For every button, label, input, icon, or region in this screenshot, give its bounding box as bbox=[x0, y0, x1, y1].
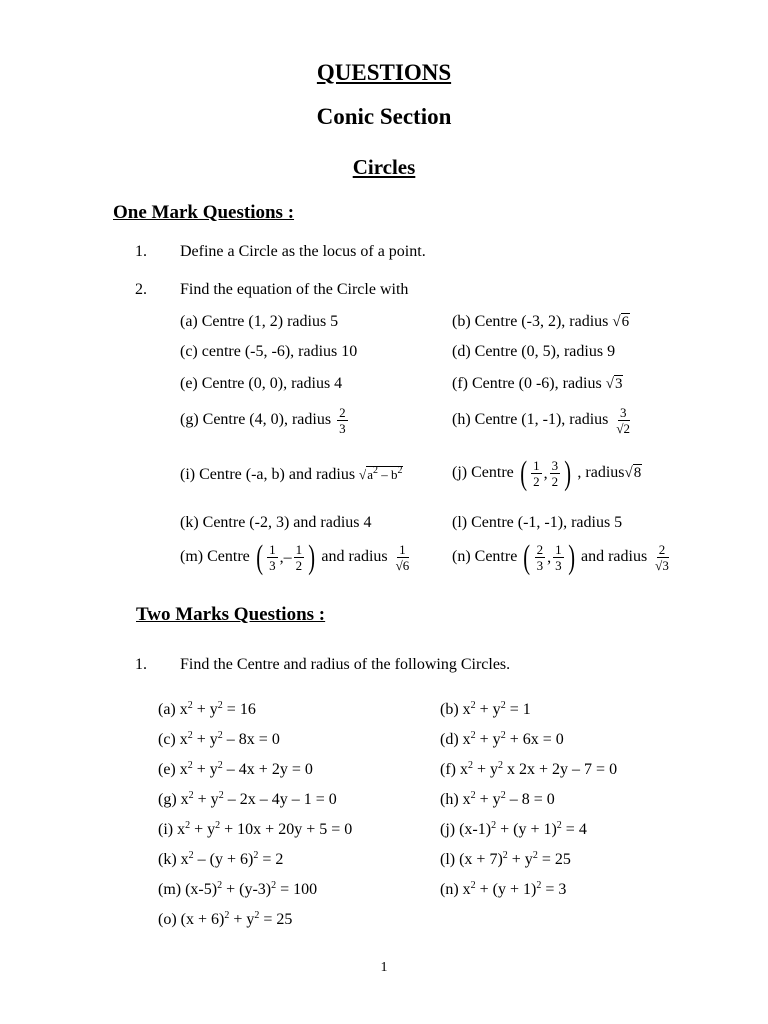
exponent: 2 bbox=[532, 850, 538, 861]
item-j-radical: √8 bbox=[624, 465, 642, 482]
equation-part: + y bbox=[475, 701, 501, 718]
eq-f bbox=[440, 761, 617, 779]
equation-part: (h) x bbox=[440, 791, 471, 808]
page-subtitle: Conic Section bbox=[316, 104, 452, 129]
item-f-radical: √3 bbox=[605, 376, 623, 392]
item-b-radical: √6 bbox=[612, 314, 630, 330]
item-l: (l) Centre (-1, -1), radius 5 bbox=[452, 514, 623, 531]
equation-part: x 2x + 2y – 7 = 0 bbox=[503, 761, 618, 778]
exponent: 2 bbox=[217, 880, 223, 891]
item-m-radius: $\frac{1}{√6}$ bbox=[395, 542, 410, 573]
equation-part: + 6x = 0 bbox=[505, 731, 564, 748]
equation-part: = 25 bbox=[259, 911, 293, 928]
item-j bbox=[452, 454, 642, 492]
equation-part: – 8x = 0 bbox=[222, 731, 280, 748]
page-title bbox=[0, 60, 768, 86]
equation-part: – 2x – 4y – 1 = 0 bbox=[223, 791, 337, 808]
equation-part: + y bbox=[190, 821, 216, 838]
equation-part: + (y + 1) bbox=[475, 881, 537, 898]
equation-part: (l) (x + 7) bbox=[440, 851, 503, 868]
page-number: 1 bbox=[380, 960, 388, 975]
eq-c bbox=[158, 731, 280, 749]
item-b bbox=[452, 313, 630, 331]
equation-part: = 3 bbox=[541, 881, 567, 898]
equation-part: (e) x bbox=[158, 761, 188, 778]
item-h-text: (h) Centre (1, -1), radius bbox=[452, 411, 609, 429]
exponent: 2 bbox=[217, 700, 223, 711]
item-j-text: (j) Centre bbox=[452, 464, 514, 482]
item-n-text: (n) Centre bbox=[452, 548, 518, 566]
exponent: 2 bbox=[500, 700, 506, 711]
title-text: QUESTIONS bbox=[316, 60, 452, 85]
exponent: 2 bbox=[187, 730, 193, 741]
q1-text: Define a Circle as the locus of a point. bbox=[180, 243, 426, 260]
exponent: 2 bbox=[470, 730, 476, 741]
equation-part: + y bbox=[229, 911, 255, 928]
exponent: 2 bbox=[187, 700, 193, 711]
eq-k bbox=[158, 851, 283, 869]
equation-part: = 100 bbox=[276, 881, 318, 898]
exponent: 2 bbox=[467, 760, 473, 771]
exponent: 2 bbox=[224, 910, 230, 921]
equation-part: + y bbox=[472, 761, 499, 778]
equation-part: + (y + 1) bbox=[496, 821, 557, 838]
exponent: 2 bbox=[185, 820, 191, 831]
item-i-text: (i) Centre (-a, b) and radius bbox=[180, 466, 356, 483]
equation-part: (m) (x-5) bbox=[158, 881, 218, 898]
exponent: 2 bbox=[253, 850, 259, 861]
exponent: 2 bbox=[217, 760, 223, 771]
equation-part: = 2 bbox=[258, 851, 284, 868]
exponent: 2 bbox=[188, 850, 194, 861]
exponent: 2 bbox=[500, 790, 506, 801]
equation-part: + 10x + 20y + 5 = 0 bbox=[220, 821, 353, 838]
item-e: (e) Centre (0, 0), radius 4 bbox=[180, 375, 343, 392]
one-mark-heading: One Mark Questions : bbox=[113, 202, 295, 223]
equation-part: (i) x bbox=[158, 821, 186, 838]
eq-o bbox=[158, 911, 292, 929]
eq-d bbox=[440, 731, 564, 749]
exponent: 2 bbox=[491, 820, 497, 831]
exponent: 2 bbox=[556, 820, 562, 831]
equation-part: (o) (x + 6) bbox=[158, 911, 225, 928]
eq-i bbox=[158, 821, 352, 839]
eq-l bbox=[440, 851, 571, 869]
equation-part: (f) x bbox=[440, 761, 468, 778]
exponent: 2 bbox=[470, 880, 476, 891]
equation-part: + y bbox=[192, 701, 218, 718]
item-i-radical: $√a^2 - b^2$ bbox=[359, 465, 403, 482]
equation-part: + y bbox=[193, 791, 219, 808]
item-j-centre: ( $\frac{1}{2}$ , $\frac{3}{2}$ ) bbox=[520, 454, 572, 492]
item-n-tail: and radius bbox=[580, 548, 648, 566]
equation-part: = 1 bbox=[505, 701, 531, 718]
item-c: (c) centre (-5, -6), radius 10 bbox=[180, 343, 358, 360]
equation-part: – 8 = 0 bbox=[505, 791, 555, 808]
item-f bbox=[452, 375, 623, 393]
item-g-fraction: $\frac{2}{3}$ bbox=[339, 405, 346, 436]
item-g bbox=[180, 405, 350, 436]
exponent: 2 bbox=[470, 790, 476, 801]
eq-m bbox=[158, 881, 317, 899]
equation-part: + y bbox=[475, 791, 501, 808]
eq-j bbox=[440, 821, 587, 839]
equation-part: (n) x bbox=[440, 881, 471, 898]
item-g-text: (g) Centre (4, 0), radius bbox=[180, 411, 332, 429]
eq-a bbox=[158, 701, 256, 719]
item-f-text: (f) Centre (0 -6), radius bbox=[452, 375, 602, 392]
exponent: 2 bbox=[498, 760, 504, 771]
equation-part: + y bbox=[192, 761, 218, 778]
item-h bbox=[452, 405, 634, 436]
equation-part: = 16 bbox=[222, 701, 256, 718]
tm-q1-number: 1. bbox=[135, 656, 147, 673]
equation-part: (k) x bbox=[158, 851, 189, 868]
q2-number: 2. bbox=[135, 281, 147, 298]
exponent: 2 bbox=[470, 700, 476, 711]
item-a: (a) Centre (1, 2) radius 5 bbox=[180, 313, 339, 330]
q2-text: Find the equation of the Circle with bbox=[180, 281, 409, 298]
equation-part: + y bbox=[192, 731, 218, 748]
eq-n bbox=[440, 881, 566, 899]
item-m-text: (m) Centre bbox=[180, 548, 250, 566]
equation-part: (a) x bbox=[158, 701, 188, 718]
exponent: 2 bbox=[188, 790, 194, 801]
item-n-radius: $\frac{2}{√3}$ bbox=[655, 542, 669, 573]
equation-part: (c) x bbox=[158, 731, 188, 748]
item-n-centre: ( $\frac{2}{3}$ , $\frac{1}{3}$ ) bbox=[523, 538, 575, 576]
exponent: 2 bbox=[217, 730, 223, 741]
item-d: (d) Centre (0, 5), radius 9 bbox=[452, 343, 616, 360]
item-m bbox=[180, 538, 413, 576]
equation-part: = 25 bbox=[537, 851, 571, 868]
item-h-fraction: $\frac{3}{√2}$ bbox=[616, 405, 631, 436]
exponent: 2 bbox=[215, 820, 221, 831]
eq-h bbox=[440, 791, 555, 809]
exponent: 2 bbox=[536, 880, 542, 891]
eq-b bbox=[440, 701, 531, 719]
equation-part: – (y + 6) bbox=[193, 851, 254, 868]
exponent: 2 bbox=[271, 880, 277, 891]
exponent: 2 bbox=[187, 760, 193, 771]
equation-part: (b) x bbox=[440, 701, 471, 718]
exponent: 2 bbox=[502, 850, 508, 861]
eq-g bbox=[158, 791, 337, 809]
equation-part: = 4 bbox=[561, 821, 587, 838]
exponent: 2 bbox=[254, 910, 260, 921]
item-m-tail: and radius bbox=[321, 548, 388, 566]
equation-part: (d) x bbox=[440, 731, 471, 748]
item-n bbox=[452, 538, 673, 576]
exponent: 2 bbox=[218, 790, 224, 801]
equation-part: (g) x bbox=[158, 791, 189, 808]
item-b-text: (b) Centre (-3, 2), radius bbox=[452, 313, 609, 330]
item-j-tail: , radius bbox=[577, 464, 625, 482]
item-m-centre: ( $\frac{1}{3}$ ,– $\frac{1}{2}$ ) bbox=[256, 538, 316, 576]
tm-q1-text: Find the Centre and radius of the following Circles. bbox=[180, 656, 511, 673]
topic-heading: Circles bbox=[352, 155, 416, 179]
exponent: 2 bbox=[500, 730, 506, 741]
equation-part: (j) (x-1) bbox=[440, 821, 492, 838]
two-marks-heading: Two Marks Questions : bbox=[136, 604, 326, 625]
equation-part: – 4x + 2y = 0 bbox=[222, 761, 313, 778]
eq-e bbox=[158, 761, 313, 779]
item-i bbox=[180, 466, 403, 484]
q1-number: 1. bbox=[135, 243, 147, 260]
equation-part: + y bbox=[475, 731, 501, 748]
item-k: (k) Centre (-2, 3) and radius 4 bbox=[180, 514, 372, 531]
equation-part: + (y-3) bbox=[222, 881, 272, 898]
equation-part: + y bbox=[507, 851, 533, 868]
